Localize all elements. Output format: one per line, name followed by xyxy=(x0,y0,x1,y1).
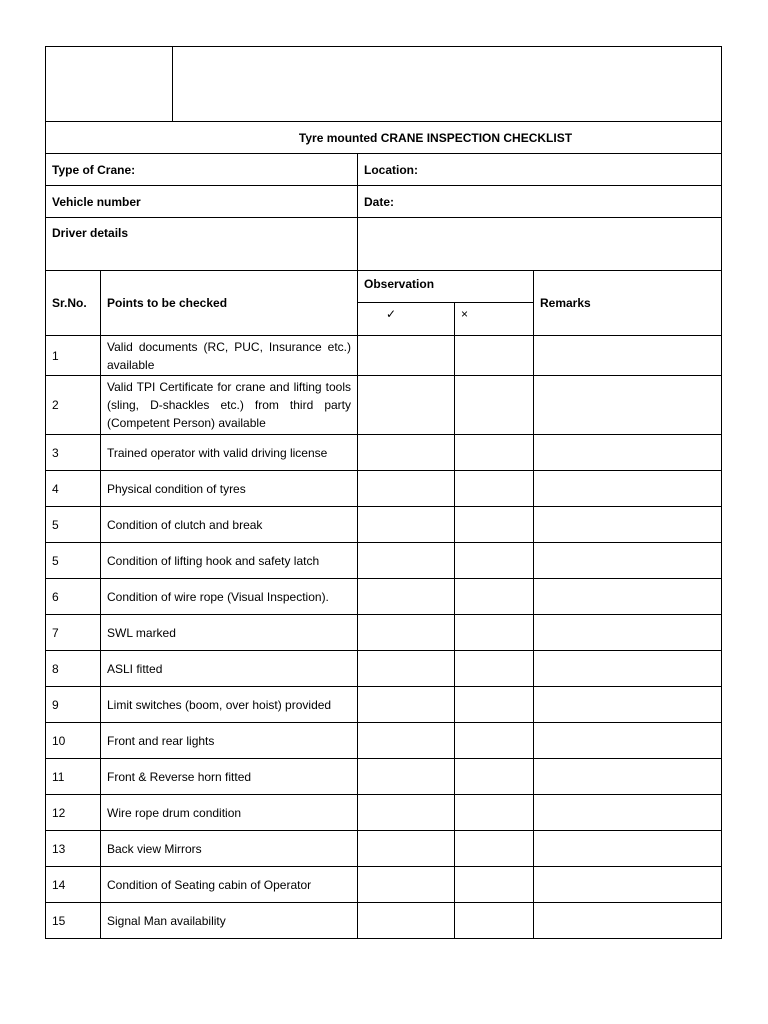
table-row xyxy=(46,687,722,723)
item-text: Valid TPI Certificate for crane and lifting tools (sling, D-shackles etc.) from third party (Competent Person) available xyxy=(101,376,358,435)
not-ok-cell[interactable] xyxy=(455,687,534,723)
remarks-cell[interactable] xyxy=(534,795,722,831)
checklist-table xyxy=(45,46,722,939)
remarks-cell[interactable] xyxy=(534,579,722,615)
ok-cell[interactable] xyxy=(358,723,455,759)
item-text: Condition of wire rope (Visual Inspection). xyxy=(101,579,358,615)
item-number: 6 xyxy=(46,579,101,615)
remarks-header: Remarks xyxy=(534,271,722,336)
type-of-crane-field[interactable]: Type of Crane: xyxy=(46,154,358,186)
item-number: 11 xyxy=(46,759,101,795)
ok-cell[interactable] xyxy=(358,507,455,543)
not-ok-cell[interactable] xyxy=(455,435,534,471)
not-ok-cell[interactable] xyxy=(455,471,534,507)
item-number: 5 xyxy=(46,507,101,543)
item-number: 13 xyxy=(46,831,101,867)
not-ok-cell[interactable] xyxy=(455,867,534,903)
ok-cell[interactable] xyxy=(358,795,455,831)
ok-cell[interactable] xyxy=(358,435,455,471)
item-number: 1 xyxy=(46,336,101,376)
item-number: 14 xyxy=(46,867,101,903)
ok-cell[interactable] xyxy=(358,759,455,795)
remarks-cell[interactable] xyxy=(534,687,722,723)
table-row xyxy=(46,543,722,579)
table-row xyxy=(46,615,722,651)
not-ok-cell[interactable] xyxy=(455,579,534,615)
item-text: Condition of Seating cabin of Operator xyxy=(101,867,358,903)
not-ok-cell[interactable] xyxy=(455,376,534,435)
table-row xyxy=(46,435,722,471)
remarks-cell[interactable] xyxy=(534,507,722,543)
item-number: 7 xyxy=(46,615,101,651)
table-row xyxy=(46,759,722,795)
item-number: 12 xyxy=(46,795,101,831)
remarks-cell[interactable] xyxy=(534,543,722,579)
remarks-cell[interactable] xyxy=(534,651,722,687)
table-row xyxy=(46,867,722,903)
remarks-cell[interactable] xyxy=(534,376,722,435)
item-text: Condition of lifting hook and safety latch xyxy=(101,543,358,579)
ok-cell[interactable] xyxy=(358,615,455,651)
item-text: Front & Reverse horn fitted xyxy=(101,759,358,795)
ok-cell[interactable] xyxy=(358,579,455,615)
table-row xyxy=(46,723,722,759)
item-text: Valid documents (RC, PUC, Insurance etc.) available xyxy=(101,336,358,376)
ok-mark-header: ✓ xyxy=(358,303,455,336)
item-number: 5 xyxy=(46,543,101,579)
remarks-cell[interactable] xyxy=(534,471,722,507)
location-field[interactable]: Location: xyxy=(358,154,722,186)
item-text: Condition of clutch and break xyxy=(101,507,358,543)
table-row xyxy=(46,376,722,435)
ok-cell[interactable] xyxy=(358,903,455,939)
srno-header: Sr.No. xyxy=(46,271,101,336)
ok-cell[interactable] xyxy=(358,336,455,376)
remarks-cell[interactable] xyxy=(534,336,722,376)
item-text: Wire rope drum condition xyxy=(101,795,358,831)
not-ok-cell[interactable] xyxy=(455,831,534,867)
remarks-cell[interactable] xyxy=(534,759,722,795)
ok-cell[interactable] xyxy=(358,651,455,687)
observation-header: Observation xyxy=(358,271,534,303)
vehicle-number-field[interactable]: Vehicle number xyxy=(46,186,358,218)
item-number: 2 xyxy=(46,376,101,435)
remarks-cell[interactable] xyxy=(534,831,722,867)
item-text: Limit switches (boom, over hoist) provided xyxy=(101,687,358,723)
driver-details-value[interactable] xyxy=(358,218,722,271)
driver-details-field[interactable]: Driver details xyxy=(46,218,358,271)
points-header: Points to be checked xyxy=(101,271,358,336)
table-row xyxy=(46,831,722,867)
ok-cell[interactable] xyxy=(358,471,455,507)
not-ok-mark-header: × xyxy=(455,303,534,336)
header-blank-cell xyxy=(173,47,722,122)
remarks-cell[interactable] xyxy=(534,615,722,651)
item-text: Trained operator with valid driving license xyxy=(101,435,358,471)
remarks-cell[interactable] xyxy=(534,723,722,759)
item-text: Front and rear lights xyxy=(101,723,358,759)
item-number: 4 xyxy=(46,471,101,507)
item-text: Physical condition of tyres xyxy=(101,471,358,507)
item-number: 10 xyxy=(46,723,101,759)
not-ok-cell[interactable] xyxy=(455,615,534,651)
table-row xyxy=(46,651,722,687)
date-field[interactable]: Date: xyxy=(358,186,722,218)
remarks-cell[interactable] xyxy=(534,903,722,939)
not-ok-cell[interactable] xyxy=(455,336,534,376)
table-row xyxy=(46,579,722,615)
table-row xyxy=(46,795,722,831)
not-ok-cell[interactable] xyxy=(455,903,534,939)
not-ok-cell[interactable] xyxy=(455,651,534,687)
ok-cell[interactable] xyxy=(358,831,455,867)
remarks-cell[interactable] xyxy=(534,435,722,471)
not-ok-cell[interactable] xyxy=(455,795,534,831)
checklist-title: Tyre mounted CRANE INSPECTION CHECKLIST xyxy=(46,122,722,154)
not-ok-cell[interactable] xyxy=(455,759,534,795)
table-row xyxy=(46,471,722,507)
table-row xyxy=(46,903,722,939)
not-ok-cell[interactable] xyxy=(455,723,534,759)
logo-cell xyxy=(46,47,173,122)
not-ok-cell[interactable] xyxy=(455,543,534,579)
item-number: 9 xyxy=(46,687,101,723)
item-text: Back view Mirrors xyxy=(101,831,358,867)
table-row xyxy=(46,336,722,376)
ok-cell[interactable] xyxy=(358,867,455,903)
remarks-cell[interactable] xyxy=(534,867,722,903)
inspection-checklist-document xyxy=(45,46,721,939)
ok-cell[interactable] xyxy=(358,376,455,435)
item-number: 3 xyxy=(46,435,101,471)
item-number: 8 xyxy=(46,651,101,687)
ok-cell[interactable] xyxy=(358,687,455,723)
table-row xyxy=(46,507,722,543)
item-text: SWL marked xyxy=(101,615,358,651)
not-ok-cell[interactable] xyxy=(455,507,534,543)
ok-cell[interactable] xyxy=(358,543,455,579)
item-number: 15 xyxy=(46,903,101,939)
item-text: Signal Man availability xyxy=(101,903,358,939)
item-text: ASLI fitted xyxy=(101,651,358,687)
